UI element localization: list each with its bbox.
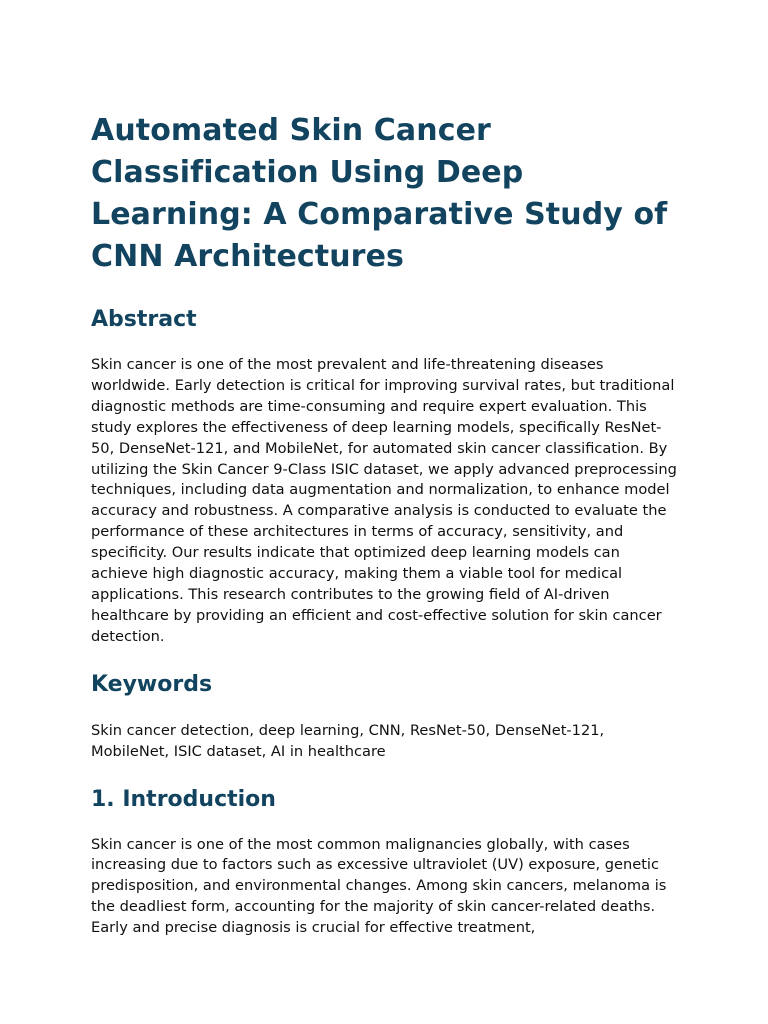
document-page: [91, 110, 681, 939]
introduction-paragraph: Skin cancer is one of the most common malignancies globally, with cases increasing due to factors such as excessive ultraviolet (UV) exposure, genetic predisposition, and environmental changes. Among skin cancers, melanoma is the deadliest form, accounting for the majority of skin cancer-related deaths. Early and precise diagnosis is crucial for effective treatment,: [91, 835, 667, 937]
abstract-heading: Abstract: [91, 307, 197, 332]
keywords-heading: Keywords: [91, 671, 213, 697]
keywords-paragraph: Skin cancer detection, deep learning, CNN, ResNet-50, DenseNet-121, MobileNet, ISIC dataset, AI in healthcare: [91, 721, 605, 760]
abstract-paragraph: Skin cancer is one of the most prevalent and life-threatening diseases worldwide. Early detection is critical for improving survival rates, but traditional diagnostic methods are time-consuming and require expert evaluation. This study explores the effectiveness of deep learning models, specifically ResNet-50, DenseNet-121, and MobileNet, for automated skin cancer classification. By utilizing the Skin Cancer 9-Class ISIC dataset, we apply advanced preprocessing techniques, including data augmentation and normalization, to enhance model accuracy and robustness. A comparative analysis is conducted to evaluate the performance of these architectures in terms of accuracy, sensitivity, and specificity. Our results indicate that optimized deep learning models can achieve high diagnostic accuracy, making them a viable tool for medical applications. This research contributes to the growing field of AI-driven healthcare by providing an efficient and cost-effective solution for skin cancer detection.: [91, 356, 677, 645]
document-title: Automated Skin Cancer Classification Using Deep Learning: A Comparative Study of CNN Architectures: [91, 113, 668, 274]
introduction-heading: 1. Introduction: [91, 786, 276, 812]
